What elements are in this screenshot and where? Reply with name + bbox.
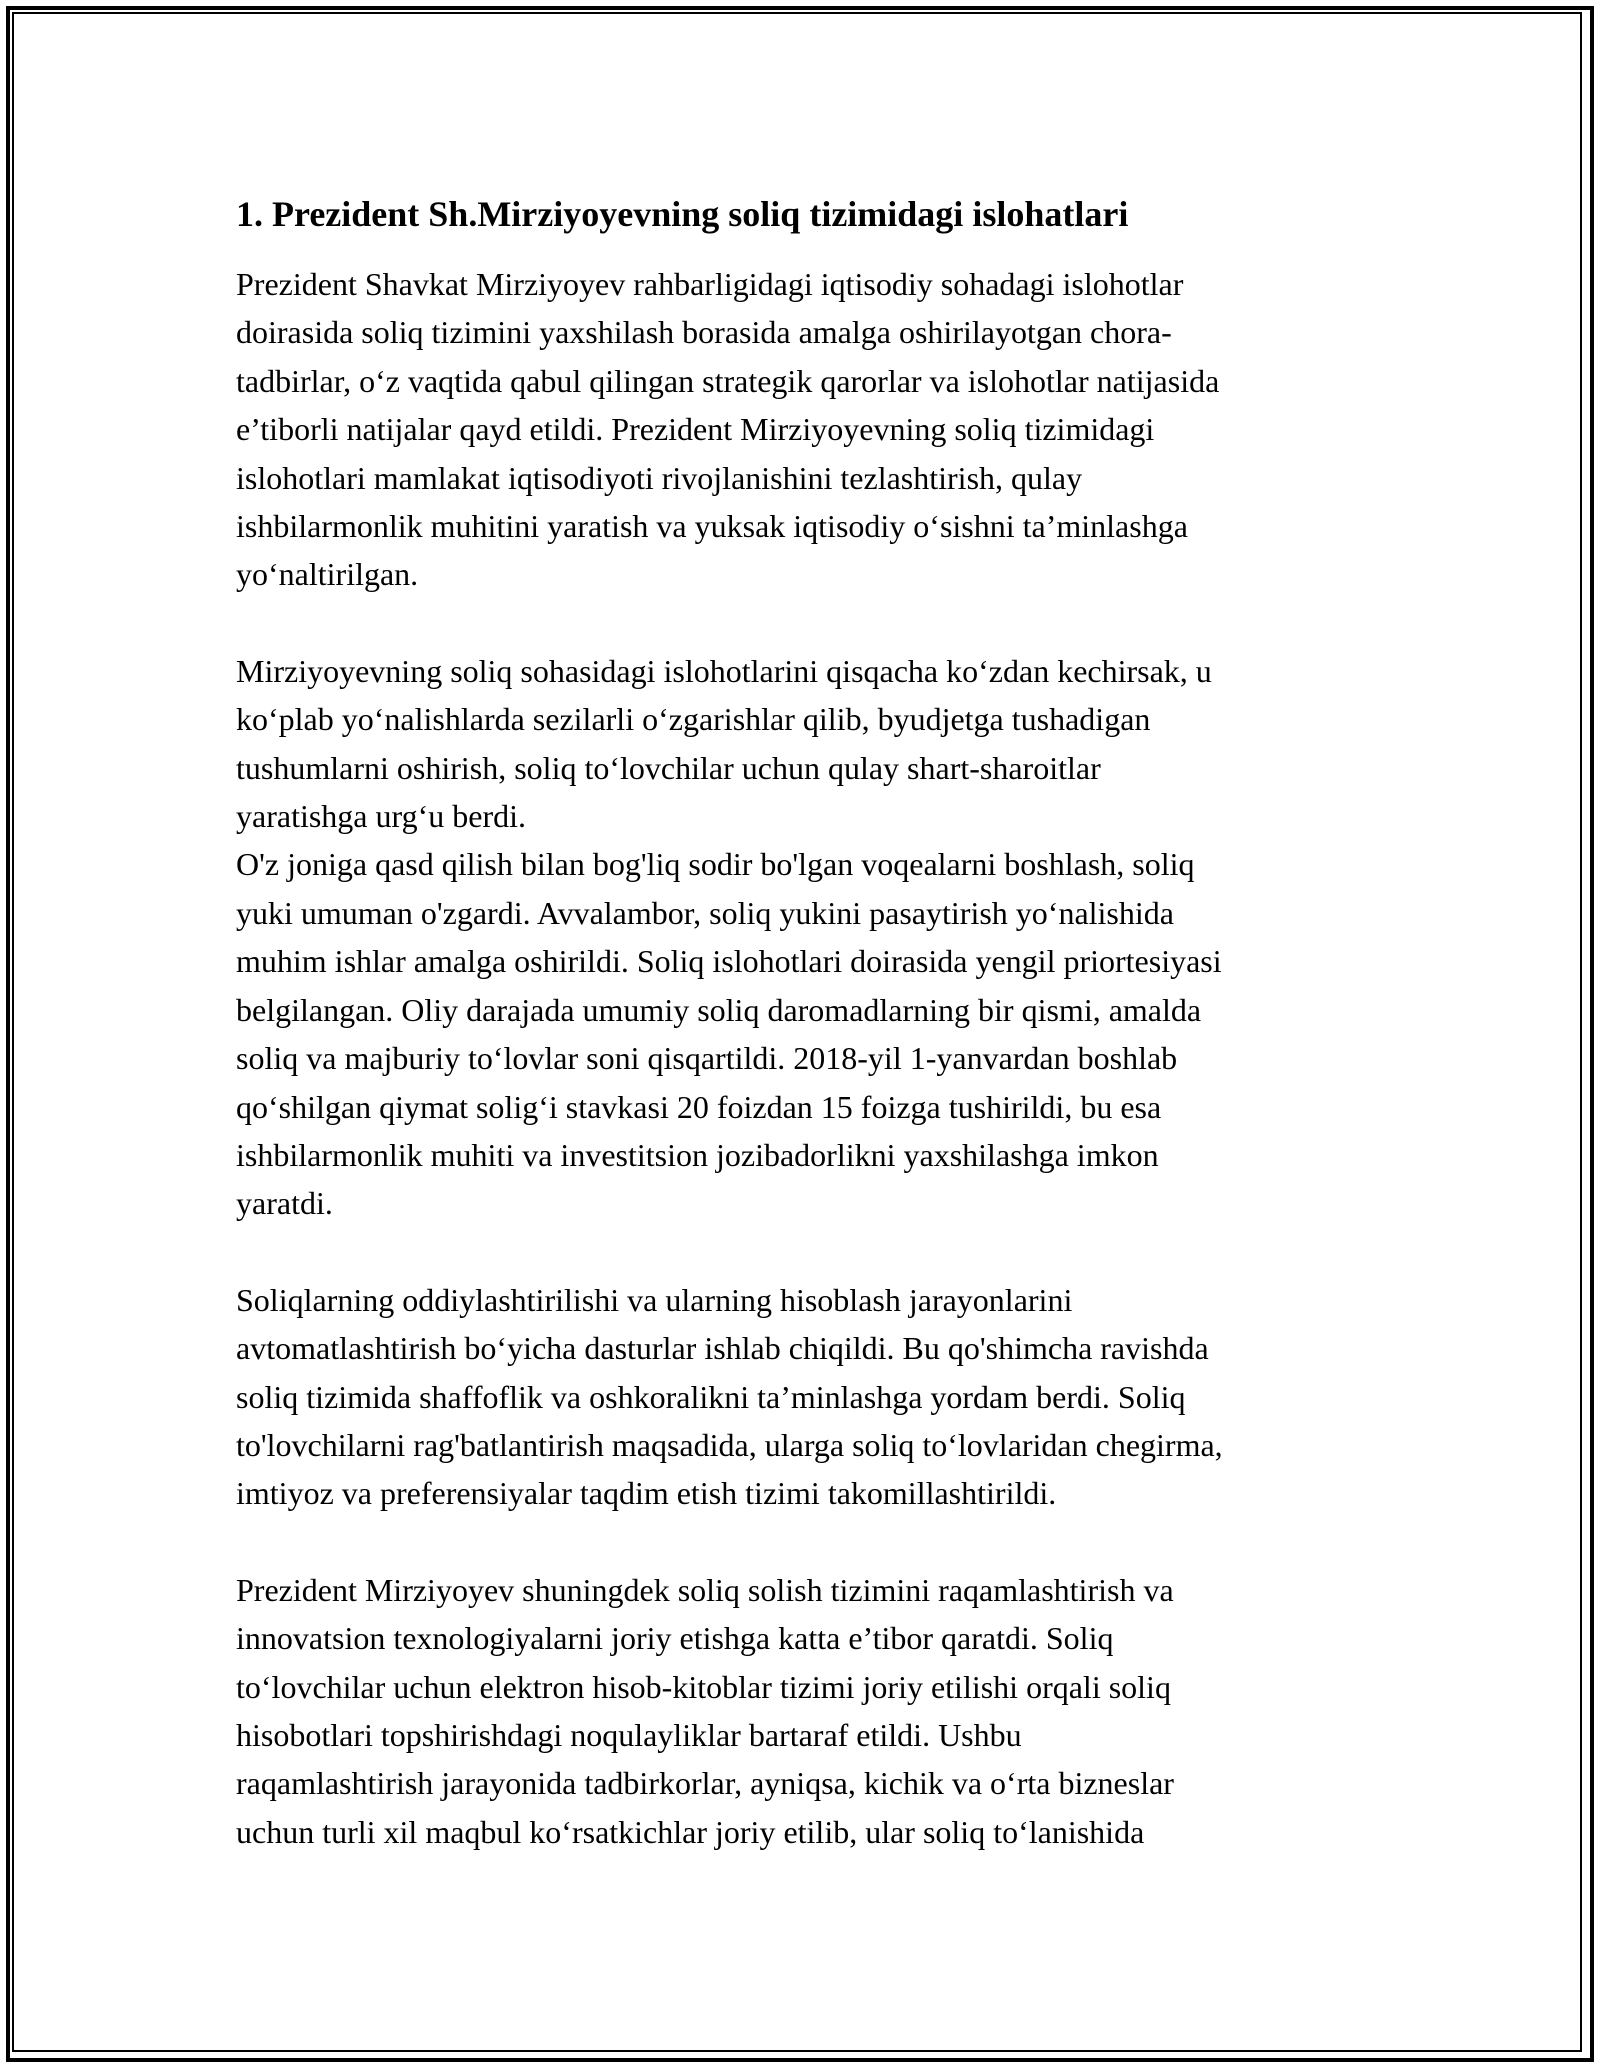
paragraph-3: O'z joniga qasd qilish bilan bog'liq sodir bo'lgan voqealarni boshlash, soliq yuki umuman o'zgardi. Avvalambor, soliq yukini pasaytirish yo‘nalishida muhim ishlar amalga oshirildi. Soliq islohotlari doirasida yengil priortesiyasi belgilangan. Oliy darajada umumiy soliq daromadlarning bir qismi, amalda soliq va majburiy to‘lovlar soni qisqartildi. 2018-yil 1-yanvardan boshlab qo‘shilgan qiymat solig‘i stavkasi 20 foizdan 15 foizga tushirildi, bu esa ishbilarmonlik muhiti va investitsion jozibadorlikni yaxshilashga imkon yaratdi. bbox=[236, 846, 1222, 1222]
paragraph-2: Mirziyoyevning soliq sohasidagi islohotlarini qisqacha ko‘zdan kechirsak, u ko‘plab yo‘nalishlarda sezilarli o‘zgarishlar qilib, byudjetga tushadigan tushumlarni oshirish, soliq to‘lovchilar uchun qulay shart-sharoitlar yaratishga urg‘u berdi. bbox=[236, 652, 1212, 835]
document-body bbox=[236, 188, 1386, 1856]
paragraph-4: Soliqlarning oddiylashtirilishi va ularning hisoblash jarayonlarini avtomatlashtirish bo‘yicha dasturlar ishlab chiqildi. Bu qo'shimcha ravishda soliq tizimida shaffoflik va oshkoralikni ta’minlashga yordam berdi. Soliq to'lovchilarni rag'batlantirish maqsadida, ularga soliq to‘lovlaridan chegirma, imtiyoz va preferensiyalar taqdim etish tizimi takomillashtirildi. bbox=[236, 1281, 1223, 1512]
document-title: 1. Prezident Sh.Mirziyoyevning soliq tizimidagi islohatlari bbox=[236, 194, 1129, 234]
paragraph-5: Prezident Mirziyoyev shuningdek soliq solish tizimini raqamlashtirish va innovatsion texnologiyalarni joriy etishga katta e’tibor qaratdi. Soliq to‘lovchilar uchun elektron hisob-kitoblar tizimi joriy etilishi orqali soliq hisobotlari topshirishdagi noqulayliklar bartaraf etildi. Ushbu raqamlashtirish jarayonida tadbirkorlar, ayniqsa, kichik va o‘rta bizneslar uchun turli xil maqbul ko‘rsatkichlar joriy etilib, ular soliq to‘lanishida bbox=[236, 1571, 1174, 1850]
paragraph-1: Prezident Shavkat Mirziyoyev rahbarligidagi iqtisodiy sohadagi islohotlar doirasida soliq tizimini yaxshilash borasida amalga oshirilayotgan chora- tadbirlar, o‘z vaqtida qabul qilingan strategik qarorlar va islohotlar natijasida e’tiborli natijalar qayd etildi. Prezident Mirziyoyevning soliq tizimidagi islohotlari mamlakat iqtisodiyoti rivojlanishini tezlashtirish, qulay ishbilarmonlik muhitini yaratish va yuksak iqtisodiy o‘sishni ta’minlashga yo‘naltirilgan. bbox=[236, 266, 1220, 593]
